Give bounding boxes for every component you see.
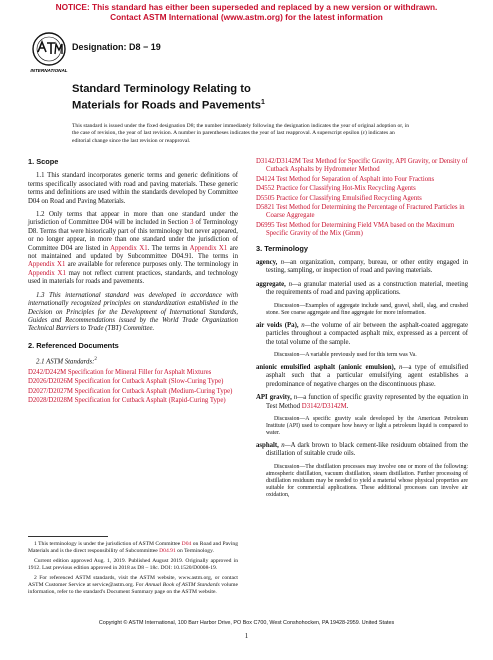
section-3-link[interactable]: 3 — [190, 219, 194, 227]
reference-code-link[interactable]: D5821 — [256, 204, 275, 212]
reference-title[interactable]: Practice for Classifying Emulsified Recycling Agents — [276, 194, 422, 202]
reference-title[interactable]: Test Method for Determining Field VMA based on the Maximum Specific Gravity of the Mix (Gmm) — [266, 221, 455, 238]
reference-item — [256, 185, 468, 193]
reference-item — [256, 158, 468, 175]
notice-banner — [0, 2, 493, 22]
reference-code-link[interactable]: D4124 — [256, 175, 275, 183]
title-line-2: Materials for Roads and Pavements$^1$ — [72, 99, 265, 112]
notice-line-2: Contact ASTM International (www.astm.org) for the latest information — [110, 12, 383, 22]
notice-line-1: NOTICE: This standard has either been superseded and replaced by a new version or withdrawn. — [55, 2, 438, 12]
appendix-x1-link[interactable]: Appendix X1 — [28, 261, 66, 269]
ref-list-right — [256, 158, 468, 239]
appendix-x1-link[interactable]: Appendix X1 — [110, 244, 148, 252]
reference-item — [28, 378, 238, 386]
term-anionic-emulsified-asphalt: anionic emulsified asphalt (anionic emulsion), n—a type of emulsified asphalt such that a particular emulsifying agent establishes a predominance of negative charges on the discontinuous phase. — [256, 363, 468, 388]
term-aggregate: aggregate, n—a granular material used as a construction material, meeting the requirements of road and paving applications. — [256, 280, 468, 297]
appendix-x1-link[interactable]: Appendix X1 — [189, 244, 228, 252]
document-title — [72, 82, 265, 113]
d04-91-link[interactable]: D04.91 — [159, 548, 176, 554]
reference-code-link[interactable]: D5505 — [256, 194, 275, 202]
reference-title[interactable]: Specification for Mineral Filler for Asphalt Mixtures — [67, 368, 212, 376]
terminology-heading: 3. Terminology — [256, 243, 309, 253]
reference-code-link[interactable]: D2027/D2027M — [28, 387, 73, 395]
term-air-voids: air voids (Pa), n—the volume of air between the asphalt-coated aggregate particles throughout a compacted asphalt mix, expressed as a percent of the total volume of the sample. — [256, 321, 469, 346]
asphalt-discussion: Discussion—The distillation processes may involve one or more of the following: atmospheric distillation, vacuum distillation, steam distillation. Further processing of distillation residuum may be needed to yield a material whose physical properties are suitable for commercial applications. These additional processes can involve air oxidation, — [266, 463, 468, 498]
reference-item — [28, 397, 238, 405]
reference-title[interactable]: Specification for Cutback Asphalt (Slow-Curing Type) — [74, 378, 224, 386]
footnotes — [28, 536, 238, 599]
reference-item — [28, 369, 238, 377]
right-column — [256, 158, 468, 504]
footnote-1-approval: Current edition approved Aug. 1, 2019. Published August 2019. Originally approved in 1912. Last previous edition approved in 2018 as D8 – 18c. DOI: 10.1520/D0008-19. — [28, 558, 238, 571]
scope-heading: 1. Scope — [28, 157, 59, 166]
astm-logo-icon — [28, 30, 70, 76]
reference-item — [256, 176, 468, 184]
footnote-1: 1 This terminology is under the jurisdiction of ASTM Committee D04 on Road and Paving Materials and is the direct responsibility of Subcommittee D04.91 on Terminology. — [28, 541, 238, 554]
d3142-link[interactable]: D3142/D3142M — [301, 402, 347, 410]
api-gravity-discussion: Discussion—A specific gravity scale developed by the American Petroleum Institute (API) used to compare how heavy or light a petroleum liquid is compared to water. — [266, 415, 468, 436]
left-column — [28, 158, 238, 406]
term-api-gravity: API gravity, n—a function of specific gravity represented by the equation in Test Method D3142/D3142M. — [256, 394, 469, 410]
reference-title[interactable]: Test Method for Specific Gravity, API Gravity, or Density of Cutback Asphalts by Hydrometer Method — [266, 158, 468, 174]
reference-code-link[interactable]: D4552 — [256, 185, 275, 193]
reference-title[interactable]: Test Method for Separation of Asphalt into Four Fractions — [276, 175, 435, 183]
reference-title[interactable]: Specification for Cutback Asphalt (Medium-Curing Type) — [74, 387, 233, 395]
reference-item — [256, 222, 468, 239]
reference-code-link[interactable]: D3142/D3142M — [256, 158, 301, 165]
scope-1-2: 1.2 Only terms that appear in more than one standard under the jurisdiction of Committee D04 will be included in Section 3 of Terminology D8. Terms that were historically part of this terminology but never appeared, or no longer appear, in more than one standard under the jurisdiction of Committee D04 are listed in Appendix X1. The terms in Appendix X1 are not maintained and updated by Subcommittee D04.91. The terms in Appendix X1 are available for reference purposes only. The terminology in Appendix X1 may not reflect current practices, standards, and technology used in materials for roads and pavements. — [28, 211, 239, 286]
footnote-2: 2 For referenced ASTM standards, visit the ASTM website, www.astm.org, or contact ASTM Customer Service at service@astm.org. For Annual Book of ASTM Standards volume information, refer to the standard's Document Summary page on the ASTM website. — [28, 575, 238, 595]
issuance-statement: This standard is issued under the fixed designation D8; the number immediately following the designation indicates the year of original adoption or, in the case of revision, the year of last revision. A number in parentheses indicates the year of last reapproval. A superscript epsilon (ε) indicates an editorial change since the last revision or reapproval. — [72, 123, 410, 144]
ref-list-left — [28, 369, 238, 406]
designation: Designation: D8 − 19 — [72, 42, 161, 52]
scope-1-3: 1.3 This international standard was developed in accordance with internationally recognized principles on standardization established in the Decision on Principles for the Development of International Standards, Guides and Recommendations issued by the World Trade Organization Technical Barriers to Trade (TBT) Committee. — [28, 291, 238, 333]
refdocs-heading: 2. Referenced Documents — [28, 340, 119, 350]
reference-title[interactable]: Practice for Classifying Hot-Mix Recycling Agents — [276, 185, 416, 193]
reference-code-link[interactable]: D6995 — [256, 221, 275, 229]
scope-1-1: 1.1 This standard incorporates generic terms and generic definitions of terms specifically associated with road and paving materials. These generic terms and definitions are used within the standards developed by Committee D04 on Road and Paving Materials. — [28, 172, 238, 205]
reference-code-link[interactable]: D2026/D2026M — [28, 378, 73, 386]
aggregate-discussion: Discussion—Examples of aggregate include sand, gravel, shell, slag, and crushed stone. See coarse aggregate and fine aggregate for more information. — [266, 302, 468, 316]
reference-item — [256, 195, 468, 203]
svg-text:INTERNATIONAL: INTERNATIONAL — [30, 68, 68, 73]
reference-item — [28, 388, 238, 396]
reference-code-link[interactable]: D2028/D2028M — [28, 397, 73, 405]
footnote-divider — [28, 536, 108, 537]
copyright-footer: Copyright © ASTM International, 100 Barr Harbor Drive, PO Box C700, West Conshohocken, PA 19428-2959. United States — [98, 620, 395, 626]
reference-item — [256, 204, 468, 221]
reference-title[interactable]: Test Method for Determining the Percentage of Fractured Particles in Coarse Aggregate — [266, 204, 465, 220]
d04-link[interactable]: D04 — [181, 541, 192, 547]
appendix-x1-link[interactable]: Appendix X1 — [28, 269, 66, 277]
reference-code-link[interactable]: D242/D242M — [28, 368, 67, 376]
air-voids-discussion: Discussion—A variable previously used for this term was Va. — [274, 351, 417, 358]
title-line-1: Standard Terminology Relating to — [72, 83, 251, 95]
reference-title[interactable]: Specification for Cutback Asphalt (Rapid-Curing Type) — [74, 397, 226, 405]
term-agency: agency, n—an organization, company, bureau, or other entity engaged in testing, sampling, or inspection of road and paving materials. — [256, 259, 468, 275]
term-asphalt: asphalt, n—A dark brown to black cement-like residuum obtained from the distillation of suitable crude oils. — [256, 441, 468, 458]
page-number: 1 — [244, 632, 249, 640]
astm-standards-subheading: 2.1 ASTM Standards:$^2$ — [36, 357, 97, 366]
